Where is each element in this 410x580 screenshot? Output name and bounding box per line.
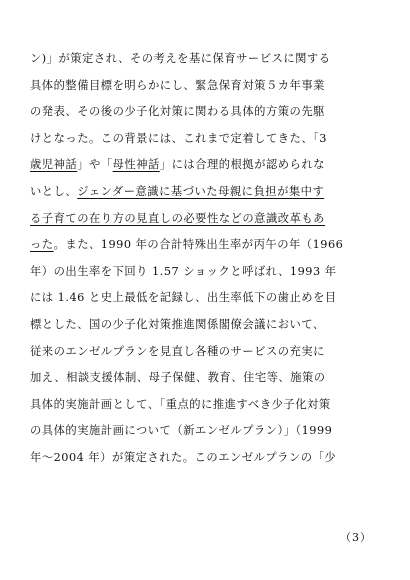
text-line bbox=[30, 259, 380, 286]
text-segment: 具体的実施計画として、「重点的に推進すべき少子化対策 bbox=[30, 397, 331, 411]
underlined-text: ジェンダー意識に基づいた母親に負担が集中す bbox=[77, 184, 325, 198]
text-line bbox=[30, 339, 380, 366]
text-segment: 年～2004 年）が策定された。このエンゼルプランの「少 bbox=[30, 450, 337, 464]
body-text bbox=[30, 46, 380, 472]
text-segment: 具体的整備目標を明らかにし、緊急保育対策５カ年事業 bbox=[30, 78, 325, 92]
text-segment: けとなった。この背景には、これまで定着してきた、「3 bbox=[30, 131, 327, 145]
text-line bbox=[30, 126, 380, 153]
text-line bbox=[30, 418, 380, 445]
text-line bbox=[30, 46, 380, 73]
text-segment: の具体的実施計画について（新エンゼルプラン）」（1999 bbox=[30, 424, 333, 438]
text-line bbox=[30, 179, 380, 206]
text-segment: 年）の出生率を下回り 1.57 ショックと呼ばれ、1993 年 bbox=[30, 264, 337, 278]
text-segment: 」や「 bbox=[77, 158, 113, 172]
text-line bbox=[30, 206, 380, 233]
text-line bbox=[30, 365, 380, 392]
text-line bbox=[30, 152, 380, 179]
text-segment: 加え、相談支援体制、母子保健、教育、住宅等、施策の bbox=[30, 371, 326, 385]
text-line bbox=[30, 285, 380, 312]
text-line bbox=[30, 445, 380, 472]
text-line bbox=[30, 392, 380, 419]
underlined-text: った bbox=[30, 238, 54, 252]
text-segment: には 1.46 と史上最低を記録し、出生率低下の歯止めを目 bbox=[30, 291, 337, 305]
text-segment: 標とした、国の少子化対策推進関係閣僚会議において、 bbox=[30, 317, 325, 331]
text-line bbox=[30, 73, 380, 100]
underlined-text: 母性神話 bbox=[112, 158, 160, 172]
underlined-text: 歳児神話 bbox=[30, 158, 78, 172]
underlined-text: る子育ての在り方の見直しの必要性などの意識改革もあ bbox=[30, 211, 325, 225]
text-segment: 。また、1990 年の合計特殊出生率が丙午の年（1966 bbox=[53, 238, 344, 252]
text-segment: 」には合理的根拠が認められな bbox=[159, 158, 325, 172]
text-line bbox=[30, 312, 380, 339]
text-segment: の発表、その後の少子化対策に関わる具体的方策の先駆 bbox=[30, 105, 325, 119]
text-segment: ン)」が策定され、その考えを基に保育サービスに関する bbox=[30, 52, 331, 65]
text-segment: いとし、 bbox=[30, 184, 78, 198]
text-segment: 従来のエンゼルプランを見直し各種のサービスの充実に bbox=[30, 344, 325, 358]
page-number: （3） bbox=[340, 531, 372, 544]
text-line bbox=[30, 232, 380, 259]
text-line bbox=[30, 99, 380, 126]
